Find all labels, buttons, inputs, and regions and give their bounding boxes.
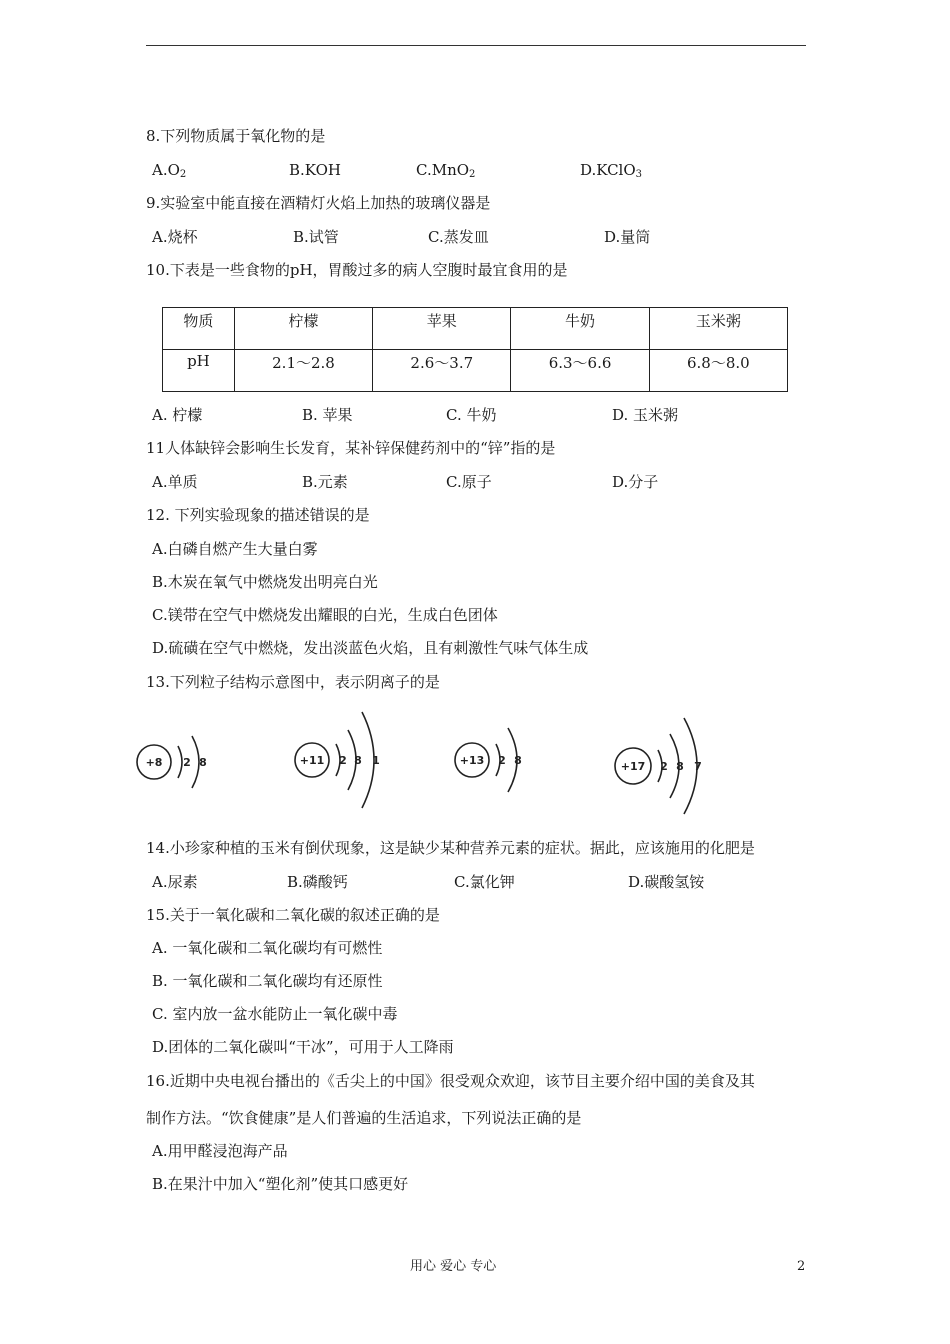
question-9-option-a: A.烧杯 (152, 228, 198, 246)
question-10-option-c: C. 牛奶 (446, 406, 497, 424)
table-row (163, 350, 788, 392)
question-10-option-d: D. 玉米粥 (612, 406, 679, 424)
question-16-stem-line-2: 制作方法。“饮食健康”是人们普遍的生活追求，下列说法正确的是 (146, 1109, 582, 1127)
question-8-option-c: C.MnO$_2$ (416, 161, 476, 180)
question-16-stem-line-1: 16.近期中央电视台播出的《舌尖上的中国》很受观众欢迎，该节目主要介绍中国的美食及其 (146, 1072, 755, 1090)
electron-shell-arc (192, 736, 199, 788)
atom-diagram-d (615, 718, 702, 814)
question-14-option-d: D.碳酸氢铵 (628, 873, 705, 891)
question-10-stem: 10.下表是一些食物的pH，胃酸过多的病人空腹时最宜食用的是 (146, 261, 568, 279)
shell-electron-count: 8 (199, 756, 207, 769)
table-cell: 牛奶 (511, 308, 649, 350)
question-13-stem: 13.下列粒子结构示意图中，表示阴离子的是 (146, 673, 440, 691)
question-9-stem: 9.实验室中能直接在酒精灯火焰上加热的玻璃仪器是 (146, 194, 491, 212)
question-9-option-c: C.蒸发皿 (428, 228, 489, 246)
question-9-option-b: B.试管 (293, 228, 339, 246)
ph-table (162, 307, 788, 392)
question-10-option-b: B. 苹果 (302, 406, 353, 424)
question-11-option-b: B.元素 (302, 473, 348, 491)
shell-electron-count: 8 (514, 754, 522, 767)
shell-electron-count: 2 (339, 754, 347, 767)
question-15-option-c: C. 室内放一盆水能防止一氧化碳中毒 (152, 1005, 398, 1023)
shell-electron-count: 2 (183, 756, 191, 769)
table-header-row (163, 308, 788, 350)
question-16-option-b: B.在果汁中加入“塑化剂”使其口感更好 (152, 1175, 409, 1193)
question-12-option-a: A.白磷自燃产生大量白雾 (152, 540, 318, 558)
page-number: 2 (797, 1259, 806, 1274)
electron-shell-arc (178, 746, 182, 778)
question-12-option-c: C.镁带在空气中燃烧发出耀眼的白光，生成白色团体 (152, 606, 498, 624)
table-cell: 2.1～2.8 (234, 350, 372, 392)
question-15-option-a: A. 一氧化碳和二氧化碳均有可燃性 (152, 939, 383, 957)
question-11-stem: 11人体缺锌会影响生长发育，某补锌保健药剂中的“锌”指的是 (146, 439, 556, 457)
shell-electron-count: 1 (372, 754, 380, 767)
table-cell: 6.8～8.0 (649, 350, 787, 392)
shell-electron-count: 2 (498, 754, 506, 767)
question-14-option-b: B.磷酸钙 (287, 873, 348, 891)
table-cell: pH (163, 350, 235, 392)
question-15-stem: 15.关于一氧化碳和二氧化碳的叙述正确的是 (146, 906, 440, 924)
question-14-stem: 14.小珍家种植的玉米有倒伏现象，这是缺少某种营养元素的症状。据此，应该施用的化肥是 (146, 839, 755, 857)
nucleus-charge: +11 (299, 754, 325, 767)
question-8-option-a: $A.O_2$ (152, 161, 187, 180)
nucleus-charge: +13 (459, 754, 485, 767)
table-cell: 6.3～6.6 (511, 350, 649, 392)
atom-diagram-a (137, 736, 207, 788)
question-10-option-a: A. 柠檬 (152, 406, 203, 424)
nucleus-charge: +17 (620, 760, 646, 773)
question-8-option-d: D.KClO$_3$ (580, 161, 643, 180)
header-rule (146, 45, 806, 46)
question-11-option-d: D.分子 (612, 473, 659, 491)
question-14-option-a: A.尿素 (152, 873, 198, 891)
shell-electron-count: 8 (354, 754, 362, 767)
shell-electron-count: 8 (676, 760, 684, 773)
atom-diagram-c (455, 728, 522, 792)
shell-electron-count: 7 (694, 760, 702, 773)
question-11-option-c: C.原子 (446, 473, 492, 491)
table-cell: 苹果 (373, 308, 511, 350)
table-cell: 玉米粥 (649, 308, 787, 350)
table-cell: 2.6～3.7 (373, 350, 511, 392)
atom-diagram-b (295, 712, 380, 808)
question-12-option-b: B.木炭在氧气中燃烧发出明亮白光 (152, 573, 378, 591)
footer-motto: 用心 爱心 专心 (410, 1259, 497, 1274)
question-12-option-d: D.硫磺在空气中燃烧，发出淡蓝色火焰，且有刺激性气味气体生成 (152, 639, 589, 657)
shell-electron-count: 2 (660, 760, 668, 773)
atom-structure-diagrams (130, 708, 730, 820)
question-11-option-a: A.单质 (152, 473, 198, 491)
question-8-option-b: B.KOH (289, 161, 341, 179)
question-8-stem: 8.下列物质属于氧化物的是 (146, 127, 326, 145)
table-cell: 柠檬 (234, 308, 372, 350)
question-16-option-a: A.用甲醛浸泡海产品 (152, 1142, 288, 1160)
question-14-option-c: C.氯化钾 (454, 873, 515, 891)
question-9-option-d: D.量筒 (604, 228, 651, 246)
question-15-option-d: D.团体的二氧化碳叫“干冰”，可用于人工降雨 (152, 1038, 454, 1056)
question-12-stem: 12. 下列实验现象的描述错误的是 (146, 506, 370, 524)
question-15-option-b: B. 一氧化碳和二氧化碳均有还原性 (152, 972, 383, 990)
nucleus-charge: +8 (145, 756, 163, 769)
table-cell: 物质 (163, 308, 235, 350)
